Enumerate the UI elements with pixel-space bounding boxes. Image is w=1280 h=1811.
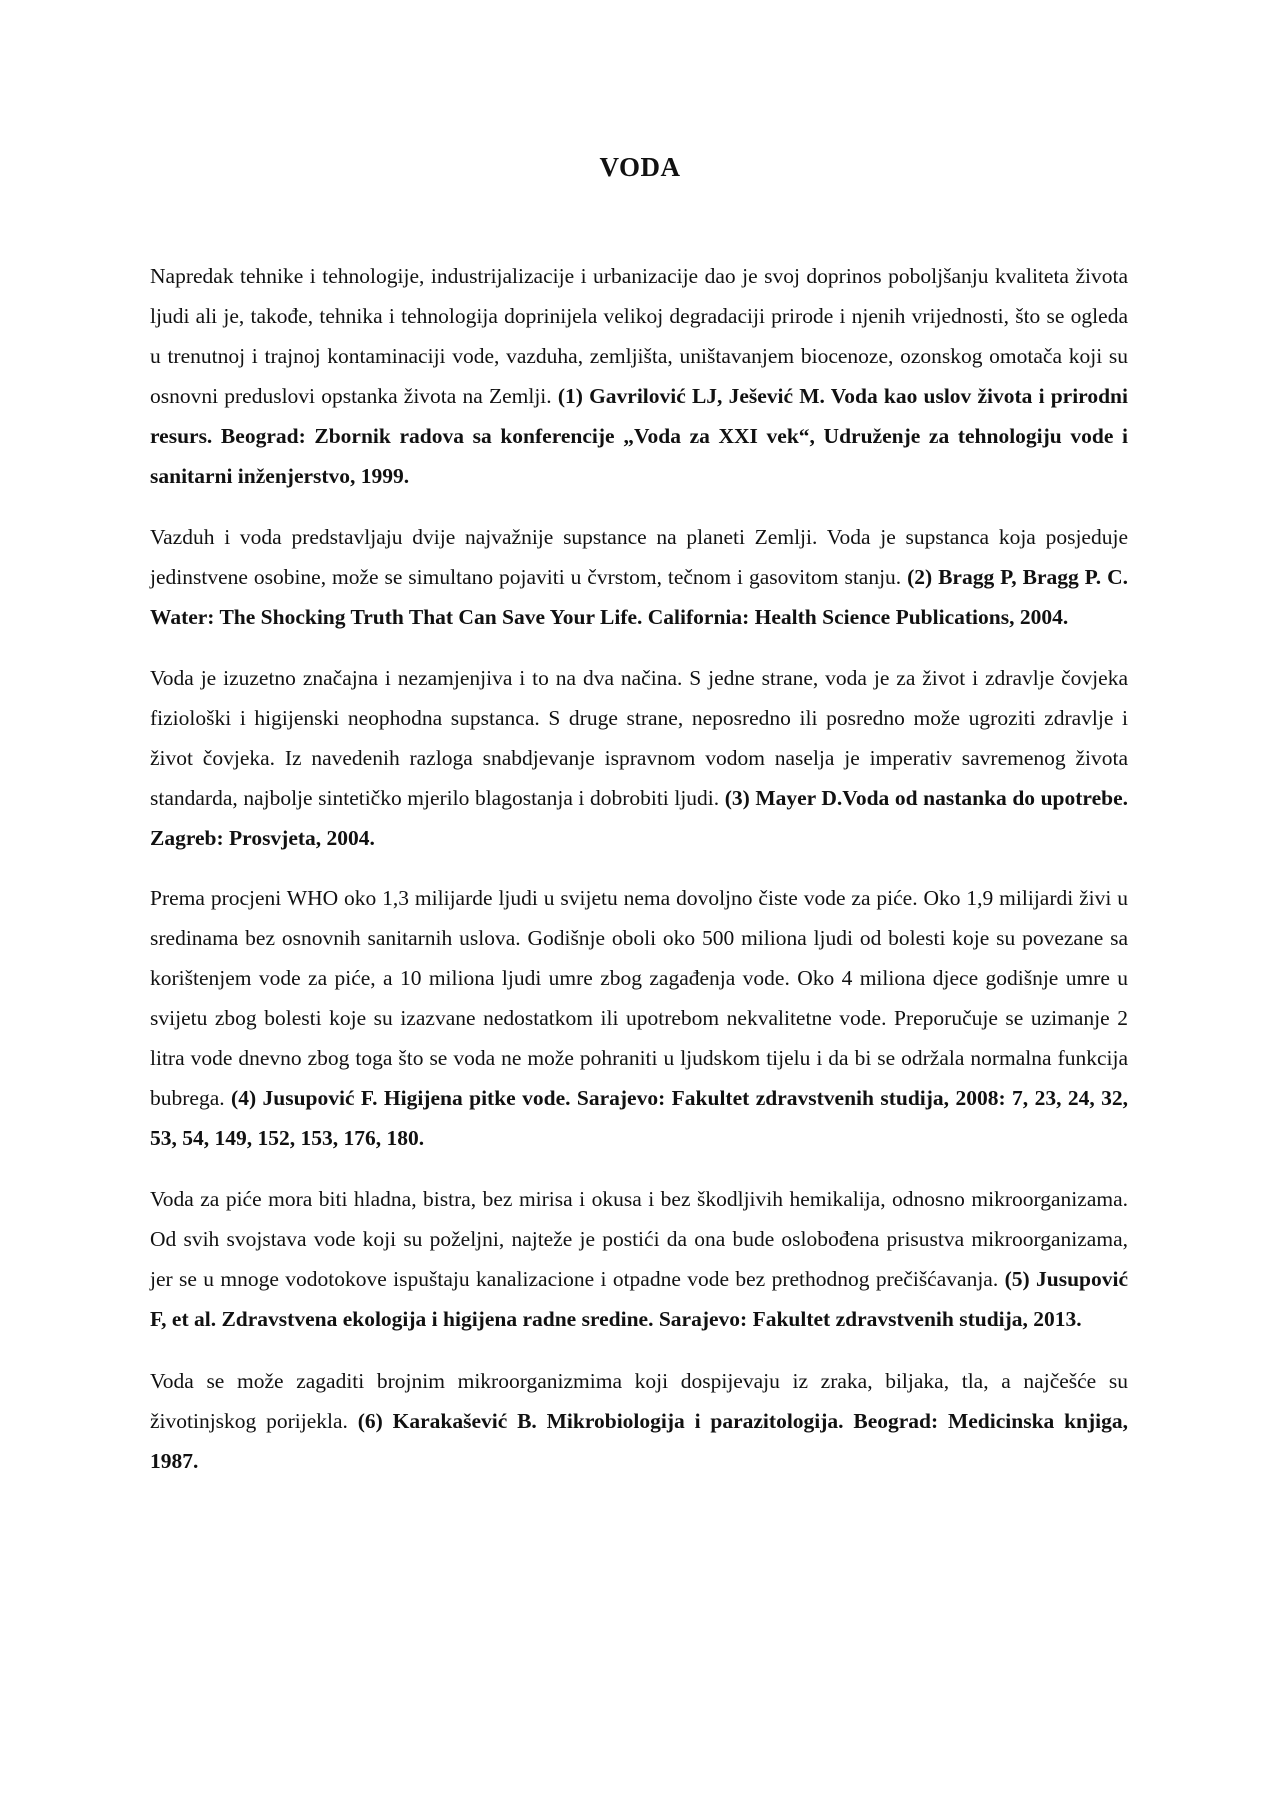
- document-body: [150, 256, 1128, 1503]
- paragraph: [150, 878, 1128, 1158]
- reference-citation: (6) Karakašević B. Mikrobiologija i parazitologija. Beograd: Medicinska knjiga, 1987.: [150, 1409, 1129, 1473]
- reference-citation: (5) Jusupović F, et al. Zdravstvena ekologija i higijena radne sredine. Sarajevo: Fakultet zdravstvenih studija, 2013.: [150, 1267, 1129, 1331]
- paragraph: [150, 1361, 1128, 1481]
- paragraph-text: Vazduh i voda predstavljaju dvije najvažnije supstance na planeti Zemlji. Voda je supstanca koja posjeduje jedinstvene osobine, može se simultano pojaviti u čvrstom, tečnom i gasovitom stanju.: [150, 525, 1128, 589]
- paragraph-text: Voda za piće mora biti hladna, bistra, bez mirisa i okusa i bez škodljivih hemikalija, odnosno mikroorganizama. Od svih svojstava vode koji su poželjni, najteže je postići da ona bude oslobođena prisustva mikroorganizama, jer se u mnoge vodotokove ispuštaju kanalizacione i otpadne vode bez prethodnog prečišćavanja.: [150, 1187, 1128, 1291]
- paragraph: [150, 517, 1128, 637]
- paragraph-text: Napredak tehnike i tehnologije, industrijalizacije i urbanizacije dao je svoj doprinos poboljšanju kvaliteta života ljudi ali je, takođe, tehnika i tehnologija doprinijela velikoj degradaciji prirode i njenih vrijednosti, što se ogleda u trenutnoj i trajnoj kontaminaciji vode, vazduha, zemljišta, uništavanjem biocenoze, ozonskog omotača koji su osnovni preduslovi opstanka života na Zemlji.: [150, 264, 1128, 408]
- paragraph: [150, 256, 1128, 496]
- paragraph-text: Voda se može zagaditi brojnim mikroorganizmima koji dospijevaju iz zraka, biljaka, tla, a najčešće su životinjskog porijekla.: [150, 1369, 1128, 1433]
- reference-citation: (2) Bragg P, Bragg P. C. Water: The Shocking Truth That Can Save Your Life. California: Health Science Publications, 2004.: [150, 565, 1129, 629]
- reference-citation: (1) Gavrilović LJ, Ješević M. Voda kao uslov života i prirodni resurs. Beograd: Zbornik radova sa konferencije „Voda za XXI vek“, Udruženje za tehnologiju vode i sanitarni inženjerstvo, 1999.: [150, 384, 1128, 488]
- reference-citation: (4) Jusupović F. Higijena pitke vode. Sarajevo: Fakultet zdravstvenih studija, 2008: 7, 23, 24, 32, 53, 54, 149, 152, 153, 176, 180.: [150, 1086, 1129, 1150]
- document-title: VODA: [599, 152, 681, 182]
- paragraph: [150, 1179, 1128, 1339]
- paragraph: [150, 658, 1128, 858]
- reference-citation: (3) Mayer D.Voda od nastanka do upotrebe. Zagreb: Prosvjeta, 2004.: [150, 786, 1128, 850]
- paragraph-text: Voda je izuzetno značajna i nezamjenjiva i to na dva načina. S jedne strane, voda je za život i zdravlje čovjeka fiziološki i higijenski neophodna supstanca. S druge strane, neposredno ili posredno može ugroziti zdravlje i život čovjeka. Iz navedenih razloga snabdjevanje ispravnom vodom naselja je imperativ savremenog života standarda, najbolje sintetičko mjerilo blagostanja i dobrobiti ljudi.: [150, 666, 1128, 810]
- paragraph-text: Prema procjeni WHO oko 1,3 milijarde ljudi u svijetu nema dovoljno čiste vode za piće. Oko 1,9 milijardi živi u sredinama bez osnovnih sanitarnih uslova. Godišnje oboli oko 500 miliona ljudi od bolesti koje su povezane sa korištenjem vode za piće, a 10 miliona ljudi umre zbog zagađenja vode. Oko 4 miliona djece godišnje umre u svijetu zbog bolesti koje su izazvane nedostatkom ili upotrebom nekvalitetne vode. Preporučuje se uzimanje 2 litra vode dnevno zbog toga što se voda ne može pohraniti u ljudskom tijelu i da bi se održala normalna funkcija bubrega.: [150, 886, 1128, 1110]
